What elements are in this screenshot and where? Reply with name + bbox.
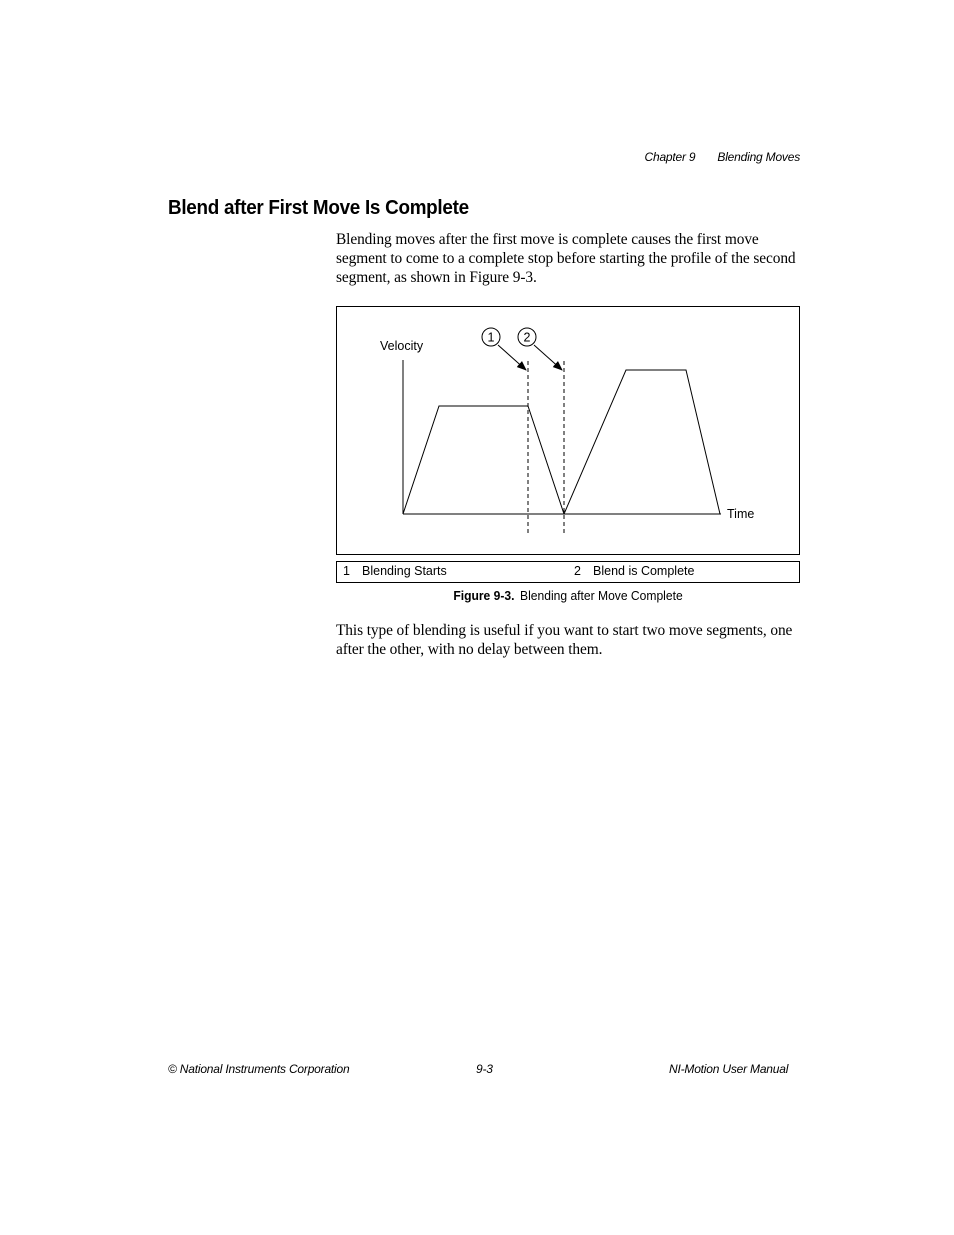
first-move-profile (403, 406, 564, 514)
callout-1-leader (498, 345, 526, 370)
x-axis-label: Time (727, 507, 755, 521)
callout-2-number: 2 (523, 330, 531, 345)
header-section: Blending Moves (717, 150, 800, 164)
footer-left: © National Instruments Corporation (168, 1062, 350, 1076)
figure-caption (352, 588, 784, 603)
header-chapter: Chapter 9 (644, 150, 696, 164)
closing-paragraph: This type of blending is useful if you want to start two move segments, one after the other, with no delay between them. (336, 622, 793, 658)
velocity-profile-diagram (337, 307, 799, 554)
running-header (0, 150, 800, 164)
legend-2-number: 2 (574, 564, 581, 578)
footer-page-number: 9-3 (476, 1062, 493, 1076)
y-axis-label: Velocity (380, 339, 424, 353)
callout-2-leader (534, 345, 562, 370)
footer-right: NI-Motion User Manual (669, 1062, 789, 1076)
figure-legend (336, 561, 800, 583)
legend-1-number: 1 (343, 564, 350, 578)
section-heading: Blend after First Move Is Complete (168, 196, 469, 219)
figure-box (336, 306, 800, 555)
callout-1-number: 1 (487, 330, 495, 345)
intro-paragraph: Blending moves after the first move is complete causes the first move segment to come to a complete stop before starting the profile of the second segment, as shown in Figure 9-3. (336, 231, 796, 286)
second-move-profile (564, 370, 720, 514)
caption-number: Figure 9-3. (453, 588, 515, 603)
legend-2-label: Blend is Complete (593, 564, 695, 578)
caption-title: Blending after Move Complete (520, 588, 683, 603)
legend-1-label: Blending Starts (362, 564, 447, 578)
